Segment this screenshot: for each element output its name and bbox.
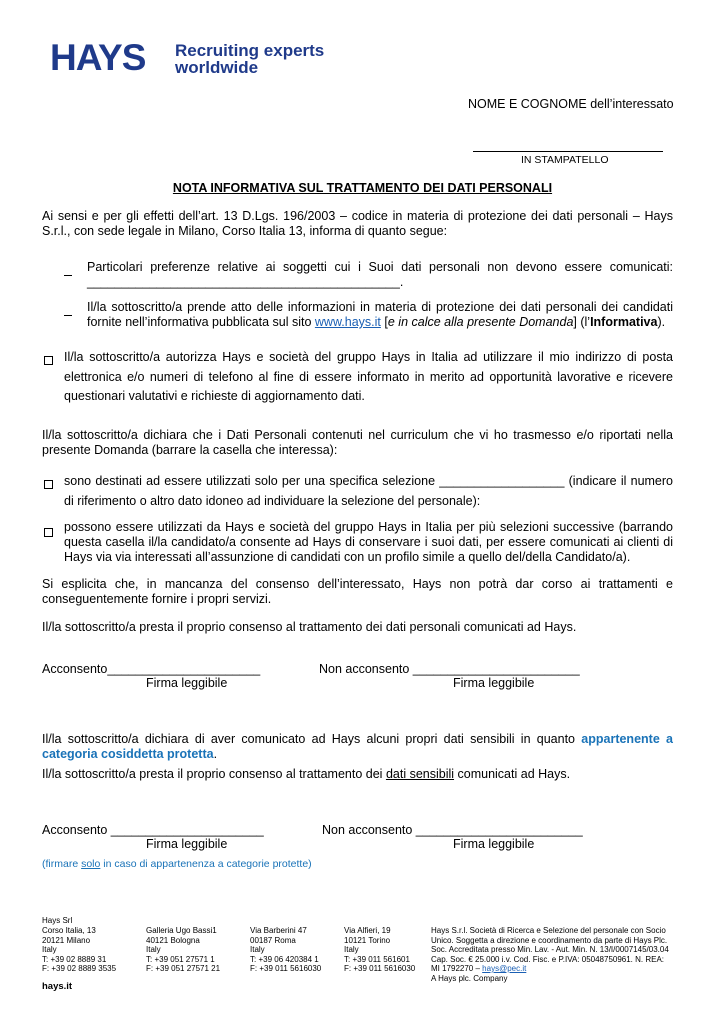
bracket-close: ] (l’ <box>573 315 591 329</box>
office-fax: F: +39 011 5616030 <box>344 964 416 973</box>
footer-company: Hays Srl <box>42 916 73 925</box>
sensitive-text: Il/la sottoscritto/a dichiara di aver comunicato ad Hays alcuni propri dati sensibili in quanto <box>42 732 576 746</box>
office-fax: F: +39 011 5616030 <box>250 964 322 973</box>
option1-text: sono destinati ad essere utilizzati solo per una specifica selezione __________________ (indicare il numero di riferimento o altro dato idoneo ad individuare la selezione del personale): <box>64 474 673 508</box>
name-label: NOME E COGNOME dell’interessato <box>468 97 674 111</box>
legal-pec-line <box>431 964 681 974</box>
legal-line: Soc. Accreditata presso Min. Lav. - Aut. Min. N. 13/I/0007145/03.04 <box>431 945 669 954</box>
office-address: Via Alfieri, 19 <box>344 926 391 935</box>
sensitive-end: . <box>213 747 218 761</box>
dash-bullet-1 <box>64 267 72 285</box>
office-phone: T: +39 06 420384 1 <box>250 954 319 964</box>
footer-office-roma <box>250 926 321 974</box>
office-country: Italy <box>344 945 359 954</box>
bullet-ack-text: Il/la sottoscritto/a prende atto delle informazioni in materia di protezione dei dati personali dei candidati fornite nell’informativa pubblicata sul sito <box>87 300 673 329</box>
office-fax: F: +39 051 27571 21 <box>146 964 221 973</box>
sensitive-data-consent <box>42 767 673 782</box>
hays-logo: HAYS <box>50 37 146 78</box>
office-phone: T: +39 02 8889 31 <box>42 954 107 964</box>
office-phone: T: +39 011 561601 <box>344 954 410 964</box>
dash-bullet-2 <box>64 307 72 325</box>
legal-line: Hays S.r.l. Società di Ricerca e Selezione del personale con Socio <box>431 926 666 935</box>
sensitive-consent-text: Il/la sottoscritto/a presta il proprio consenso al trattamento dei <box>42 767 383 781</box>
informativa-bold: Informativa <box>590 315 658 329</box>
page-title: NOTA INFORMATIVA SUL TRATTAMENTO DEI DATI PERSONALI <box>172 181 553 195</box>
sensitive-data-underlined: dati sensibili <box>385 767 455 781</box>
footer-office-torino <box>344 926 415 974</box>
office-city: 40121 Bologna <box>146 935 200 945</box>
personal-data-consent: Il/la sottoscritto/a presta il proprio consenso al trattamento dei dati personali comunicati ad Hays. <box>42 620 577 634</box>
note-open: (firmare <box>42 858 79 870</box>
email-consent-checkbox[interactable] <box>44 352 53 370</box>
disagree-signature-1[interactable]: Non acconsento ________________________ <box>319 662 580 676</box>
protected-category-note <box>42 858 312 870</box>
logo-tagline-line2: worldwide <box>175 58 259 77</box>
disagree-caption-2: Firma leggibile <box>453 837 535 851</box>
office-country: Italy <box>250 945 265 954</box>
option2-checkbox[interactable] <box>44 524 53 542</box>
footer-legal <box>431 926 681 983</box>
sensitive-consent-end: comunicati ad Hays. <box>457 767 571 781</box>
consent-note: Si esplicita che, in mancanza del consenso dell’interessato, Hays non potrà dar corso ai trattamenti e conseguentemente fornire i propri servizi. <box>42 577 673 606</box>
office-address: Corso Italia, 13 <box>42 926 96 935</box>
intro-paragraph: Ai sensi e per gli effetti dell’art. 13 D.Lgs. 196/2003 – codice in materia di protezione dei dati personali – Hays S.r.l., con sede legale in Milano, Corso Italia 13, informa di quanto segue: <box>42 209 673 238</box>
pec-email-link[interactable]: hays@pec.it <box>482 964 527 973</box>
bracket-open: [ <box>384 315 388 329</box>
note-only: solo <box>81 858 101 870</box>
office-country: Italy <box>42 945 57 954</box>
option1-checkbox[interactable] <box>44 476 53 494</box>
legal-line: Unico. Soggetta a direzione e coordinamento da parte di Hays Plc. <box>431 935 668 945</box>
footer-site: hays.it <box>42 981 73 992</box>
office-address: Via Barberini 47 <box>250 926 307 935</box>
agree-signature-1[interactable]: Acconsento______________________ <box>42 662 261 676</box>
office-city: 20121 Milano <box>42 935 91 945</box>
office-city: 00187 Roma <box>250 935 296 945</box>
bullet-acknowledgement <box>87 300 673 330</box>
office-fax: F: +39 02 8889 3535 <box>42 964 117 973</box>
office-country: Italy <box>146 945 161 954</box>
protected-category-text: appartenente a categoria cosiddetta protetta <box>42 732 673 761</box>
disagree-signature-2[interactable]: Non acconsento ________________________ <box>322 823 583 837</box>
name-signature-line[interactable] <box>473 151 663 152</box>
agree-caption-1: Firma leggibile <box>146 676 228 690</box>
option2-text: possono essere utilizzati da Hays e società del gruppo Hays in Italia per più selezioni successive (barrando questa casella il/la candidato/a consente ad Hays di conservare i suoi dati, per essere comunicati ai clienti di Hays via via interessati all’assunzione di candidati con un profilo simile a quello del/della Candidato/a). <box>64 520 673 564</box>
legal-line: A Hays plc. Company <box>431 973 508 983</box>
footer-office-bologna <box>146 926 220 974</box>
bullet-preferences: Particolari preferenze relative ai soggetti cui i Suoi dati personali non devono essere comunicati: _____________________________________________. <box>87 260 673 289</box>
disagree-caption-1: Firma leggibile <box>453 676 535 690</box>
logo-tagline-line1: Recruiting experts <box>175 41 325 60</box>
sensitive-data-declaration <box>42 732 673 762</box>
office-address: Galleria Ugo Bassi1 <box>146 926 217 935</box>
agree-caption-2: Firma leggibile <box>146 837 228 851</box>
office-phone: T: +39 051 27571 1 <box>146 954 215 964</box>
footer-office-milano <box>42 926 116 974</box>
email-consent-text: Il/la sottoscritto/a autorizza Hays e società del gruppo Hays in Italia ad utilizzare il mio indirizzo di posta elettronica e/o numeri di telefono al fine di essere informato in merito ad opportunità lavorative e ricevere questionari valutativi e richieste di aggiornamento dati. <box>64 350 673 403</box>
note-end: in caso di appartenenza a categorie protette) <box>103 858 312 870</box>
legal-rea: MI 1792270 – <box>431 964 480 973</box>
office-city: 10121 Torino <box>344 935 391 945</box>
logo-tagline <box>175 42 324 76</box>
hays-website-link[interactable]: www.hays.it <box>314 315 381 329</box>
legal-line: Cap. Soc. € 25.000 i.v. Cod. Fisc. e P.IVA: 05048750961. N. REA: <box>431 954 665 964</box>
agree-signature-2[interactable]: Acconsento ______________________ <box>42 823 264 837</box>
uppercase-label: IN STAMPATELLO <box>521 154 609 166</box>
bullet-ack-end: ). <box>657 315 666 329</box>
cv-declaration: Il/la sottoscritto/a dichiara che i Dati Personali contenuti nel curriculum che vi ho trasmesso e/o riportati nella presente Domanda (barrare la casella che interessa): <box>42 428 673 457</box>
bullet-ack-italic: e in calce alla presente Domanda <box>387 315 574 329</box>
